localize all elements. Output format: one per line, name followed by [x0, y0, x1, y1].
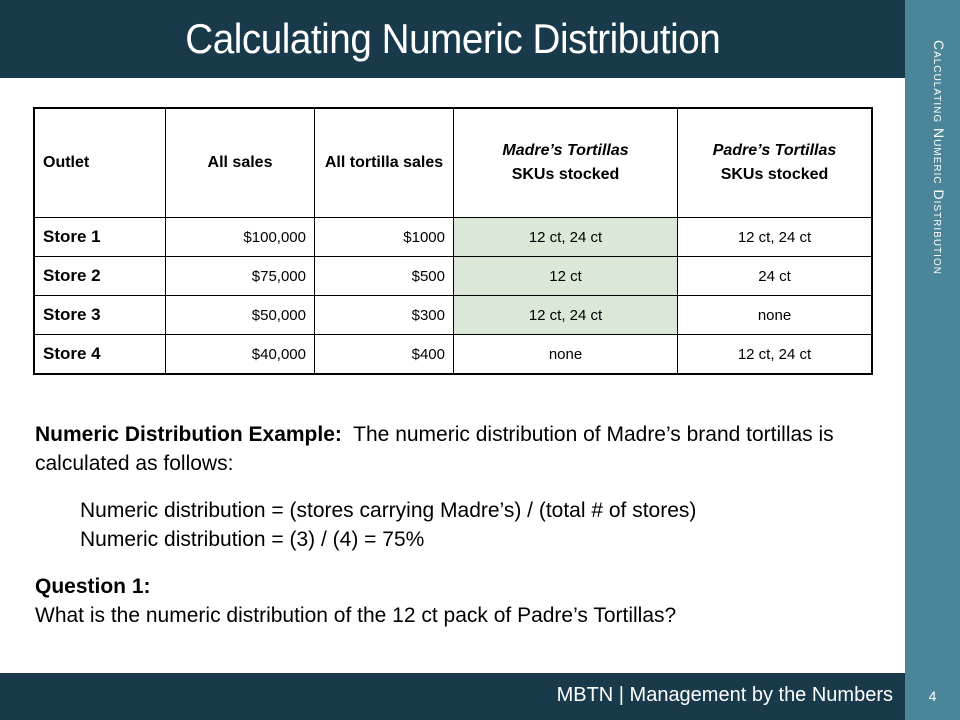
cell-madres: 12 ct, 24 ct	[454, 296, 678, 335]
cell-tortilla-sales: $400	[315, 335, 454, 375]
header-madres-line2: SKUs stocked	[511, 166, 620, 183]
header-padres-line2: SKUs stocked	[720, 166, 829, 183]
cell-padres: 24 ct	[678, 257, 873, 296]
table-row	[34, 296, 872, 335]
cell-padres: none	[678, 296, 873, 335]
example-paragraph	[35, 420, 895, 478]
slide-title: Calculating Numeric Distribution	[184, 15, 721, 62]
title-bar	[0, 0, 905, 78]
slide-body	[35, 420, 895, 630]
header-padres-line1: Padre’s Tortillas	[712, 142, 837, 159]
cell-all-sales: $50,000	[166, 296, 315, 335]
distribution-table	[33, 107, 873, 375]
table-row	[34, 335, 872, 375]
cell-all-sales: $100,000	[166, 218, 315, 257]
question-text: What is the numeric distribution of the 12 ct pack of Padre’s Tortillas?	[35, 604, 677, 627]
footer-text: MBTN | Management by the Numbers	[556, 684, 893, 706]
cell-store: Store 2	[34, 257, 166, 296]
header-all-sales: All sales	[166, 108, 315, 218]
cell-padres: 12 ct, 24 ct	[678, 218, 873, 257]
cell-store: Store 3	[34, 296, 166, 335]
table-header-row	[34, 108, 872, 218]
example-text: The numeric distribution of Madre’s brand tortillas is calculated as follows:	[35, 423, 840, 475]
cell-all-sales: $75,000	[166, 257, 315, 296]
header-madres-skus	[454, 108, 678, 218]
example-lead: Numeric Distribution Example:	[35, 423, 342, 446]
cell-all-sales: $40,000	[166, 335, 315, 375]
table-row	[34, 257, 872, 296]
cell-tortilla-sales: $500	[315, 257, 454, 296]
formula-line-2: Numeric distribution = (3) / (4) = 75%	[80, 528, 425, 551]
header-madres-line1: Madre’s Tortillas	[502, 142, 629, 159]
cell-store: Store 4	[34, 335, 166, 375]
cell-madres: 12 ct	[454, 257, 678, 296]
question-lead: Question 1:	[35, 575, 151, 598]
footer-bar	[0, 673, 905, 720]
cell-tortilla-sales: $1000	[315, 218, 454, 257]
table-row	[34, 218, 872, 257]
formula-line-1: Numeric distribution = (stores carrying Madre’s) / (total # of stores)	[80, 499, 697, 522]
formula-block	[35, 496, 895, 554]
header-outlet: Outlet	[34, 108, 166, 218]
header-all-tortilla-sales: All tortilla sales	[315, 108, 454, 218]
cell-madres: none	[454, 335, 678, 375]
cell-padres: 12 ct, 24 ct	[678, 335, 873, 375]
cell-madres: 12 ct, 24 ct	[454, 218, 678, 257]
cell-tortilla-sales: $300	[315, 296, 454, 335]
side-label: Calculating Numeric Distribution	[931, 40, 947, 275]
cell-store: Store 1	[34, 218, 166, 257]
header-padres-skus	[678, 108, 873, 218]
page-number: 4	[928, 688, 937, 704]
